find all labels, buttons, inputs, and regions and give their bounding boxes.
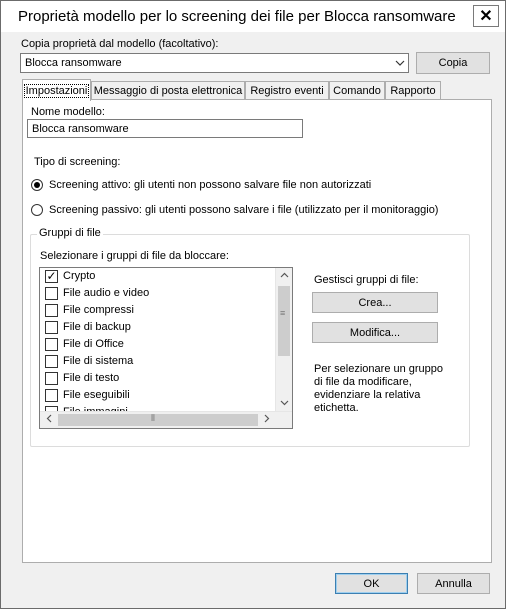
scroll-corner [275,412,292,429]
create-button-label: Crea... [358,296,392,309]
tab-label: Registro eventi [250,85,324,97]
list-item-label: File di testo [63,372,120,384]
checkbox[interactable] [45,270,58,283]
window-title: Proprietà modello per lo screening dei file per Blocca ransomware [18,8,456,25]
file-groups-list-label: Selezionare i gruppi di file da bloccare: [40,250,229,262]
vertical-scroll-thumb[interactable] [278,286,290,356]
passive-screening-radio[interactable] [31,204,43,216]
checkbox[interactable] [45,372,58,385]
tab-label: Messaggio di posta elettronica [93,85,243,97]
template-name-input[interactable]: Blocca ransomware [27,119,303,138]
file-groups-title: Gruppi di file [39,227,101,239]
vertical-scrollbar[interactable] [275,268,292,412]
list-item[interactable] [40,336,276,353]
tab-messaggio-posta[interactable] [91,81,245,100]
list-item-label: File audio e video [63,287,150,299]
edit-button-label: Modifica... [349,326,401,339]
create-button[interactable] [312,292,438,313]
scroll-left-icon[interactable] [44,414,54,426]
list-item-label: File compressi [63,304,134,316]
template-select[interactable] [20,53,409,73]
horizontal-scroll-thumb[interactable] [58,414,258,426]
list-item[interactable] [40,319,276,336]
tab-comando[interactable] [329,81,385,100]
close-button[interactable] [473,5,499,27]
cancel-button-label: Annulla [435,577,472,590]
passive-screening-label[interactable]: Screening passivo: gli utenti possono salvare i file (utilizzato per il monitoraggio) [49,204,439,216]
grip-icon: ≡ [280,308,286,318]
tab-impostazioni[interactable] [22,79,91,101]
tab-label: Impostazioni [25,84,88,97]
active-screening-label[interactable]: Screening attivo: gli utenti non possono salvare file non autorizzati [49,179,372,191]
checkbox[interactable] [45,338,58,351]
cancel-button[interactable] [417,573,490,594]
ok-button-label: OK [363,577,380,590]
copy-button-label: Copia [438,57,468,69]
file-groups-list[interactable] [39,267,293,429]
close-icon: ✕ [479,8,493,25]
list-item[interactable] [40,285,276,302]
list-item-label: File eseguibili [63,389,130,401]
tab-label: Comando [333,85,381,97]
file-groups-hint: Per selezionare un gruppo di file da modificare, evidenziare la relativa etichetta. [314,363,444,414]
checkbox[interactable] [45,321,58,334]
check-icon: ✓ [46,269,57,283]
tab-label: Rapporto [390,85,436,97]
scroll-up-icon[interactable] [276,270,292,281]
copy-template-label: Copia proprietà dal modello (facoltativo): [21,38,219,50]
list-item-crypto[interactable] [40,268,276,285]
list-item-label: File di sistema [63,355,134,367]
scroll-right-icon[interactable] [262,414,272,426]
tab-rapporto[interactable] [385,81,441,100]
grip-icon: ⦀ [151,413,155,423]
template-select-value: Blocca ransomware [25,57,122,69]
checkbox[interactable] [45,287,58,300]
chevron-down-icon [395,55,405,74]
manage-groups-label: Gestisci gruppi di file: [314,274,419,286]
list-item-label: File di backup [63,321,131,333]
list-item-label: Crypto [63,270,96,282]
checkbox[interactable] [45,355,58,368]
copy-button[interactable] [416,52,490,74]
checkbox[interactable] [45,389,58,402]
list-item[interactable] [40,302,276,319]
list-item[interactable] [40,353,276,370]
scroll-down-icon[interactable] [276,398,292,409]
list-item[interactable] [40,370,276,387]
screening-type-label: Tipo di screening: [34,156,121,168]
edit-button[interactable] [312,322,438,343]
horizontal-scrollbar[interactable] [40,411,292,428]
list-item[interactable] [40,387,276,404]
active-screening-radio[interactable] [31,179,43,191]
list-item-label: File di Office [63,338,124,350]
template-name-label: Nome modello: [31,106,105,118]
checkbox[interactable] [45,304,58,317]
ok-button[interactable] [335,573,408,594]
tab-registro-eventi[interactable] [245,81,329,100]
title-bar[interactable] [1,1,505,32]
